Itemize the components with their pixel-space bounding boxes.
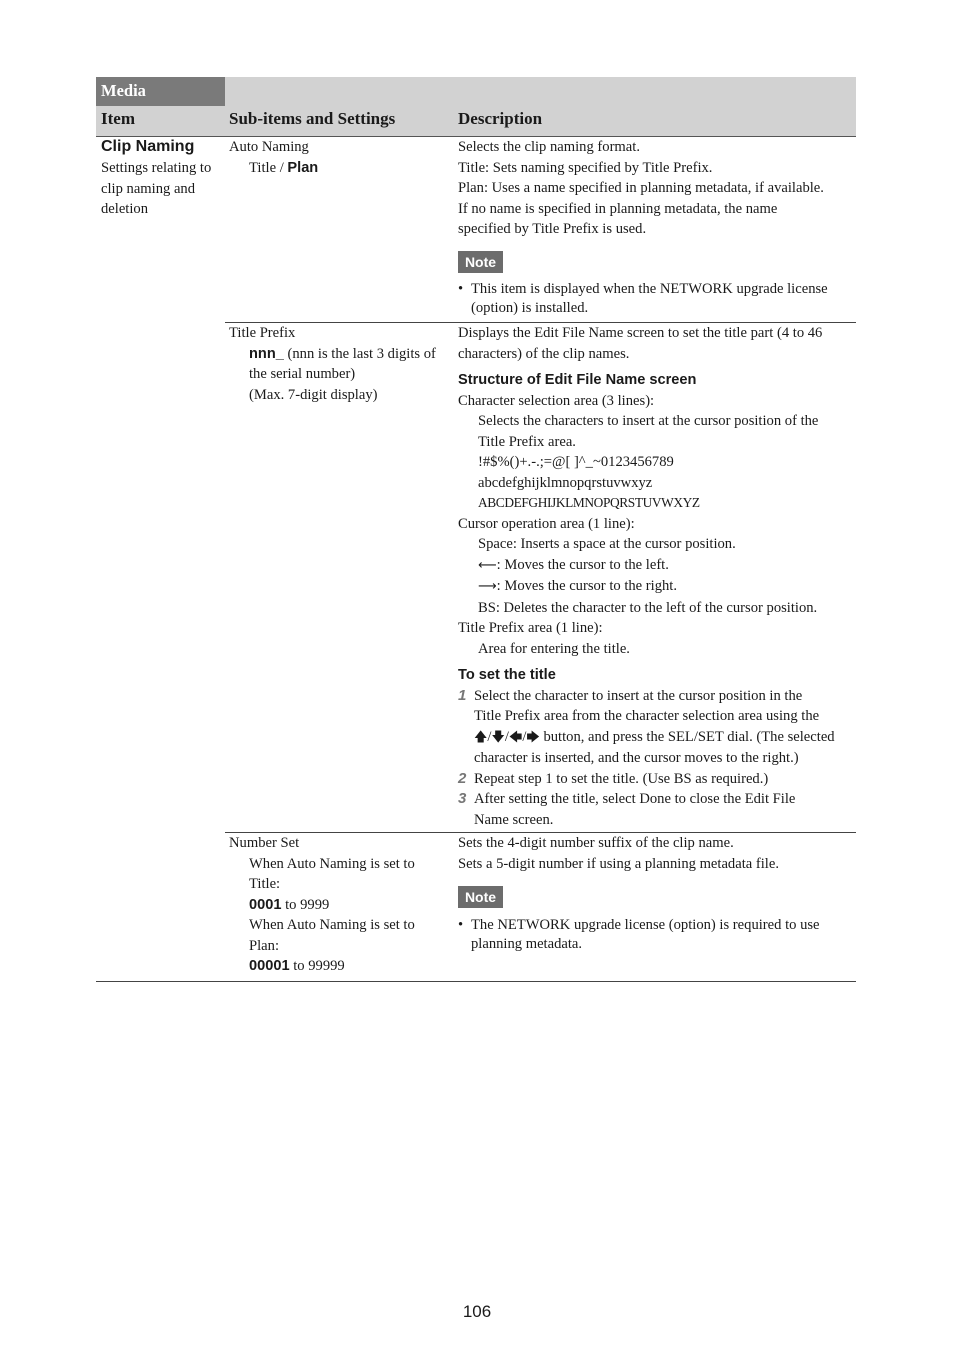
step-number: 1: [458, 686, 467, 704]
arrow-left-icon: ⟵: [478, 557, 497, 573]
desc-line: Title: Sets naming specified by Title Prefix.: [458, 159, 713, 176]
desc-line: Title Prefix area.: [478, 433, 576, 450]
note-line: planning metadata.: [471, 935, 583, 952]
note-line: • This item is displayed when the NETWORK upgrade license: [471, 281, 828, 297]
item-desc-line: deletion: [101, 201, 149, 217]
desc-line: Plan: Uses a name specified in planning metadata, if available.: [458, 180, 824, 196]
cursor-area-body: [458, 534, 858, 618]
desc-line: Space: Inserts a space at the cursor position.: [478, 536, 736, 552]
step-number: 2: [458, 769, 467, 787]
cursor-right-text: : Moves the cursor to the right.: [496, 578, 678, 594]
desc-line: Sets a 5-digit number if using a planning metadata file.: [458, 855, 779, 872]
step-1: [458, 686, 858, 769]
note-line: • The NETWORK upgrade license (option) is required to use: [471, 917, 820, 933]
page-number: 106: [462, 1302, 492, 1321]
cursor-left-line: [478, 555, 858, 577]
char-set-symbols: !#$%()+.-.;=@[ ]^_~0123456789: [478, 454, 674, 470]
step-line: Name screen.: [474, 811, 554, 828]
step-line-buttons: 🡅/🡇/🡄/🡆 button, and press the SEL/SET dial. (The selected: [474, 727, 858, 749]
sub-item-line: When Auto Naming is set to: [249, 917, 415, 933]
char-area-title: Character selection area (3 lines):: [458, 392, 655, 409]
column-header-sub-items: Sub-items and Settings: [229, 109, 396, 128]
sub-item-title: Auto Naming: [229, 139, 309, 155]
range-rest: to 9999: [281, 896, 330, 913]
desc-line: Sets the 4-digit number suffix of the clip name.: [458, 835, 734, 851]
range-rest: to 99999: [289, 958, 345, 974]
sub-item-line: When Auto Naming is set to: [249, 855, 415, 872]
sub-item-range: [229, 895, 454, 916]
sub-item-values: [229, 158, 318, 179]
row2-description: [458, 323, 858, 830]
step-number: 3: [458, 790, 467, 807]
structure-heading: Structure of Edit File Name screen: [458, 372, 697, 388]
sub-item-nnn: [229, 344, 454, 365]
set-title-heading: To set the title: [458, 667, 556, 683]
arrow-right-icon: 🡆: [526, 729, 540, 745]
char-set-upper: ABCDEFGHIJKLMNOPQRSTUVWXYZ: [478, 495, 700, 510]
value-plan: Plan: [287, 159, 319, 176]
char-area-body: [458, 411, 858, 514]
sub-item-title: Number Set: [229, 835, 300, 851]
column-header-item: Item: [101, 109, 135, 128]
step-2: [458, 769, 858, 790]
sub-item-title: Title Prefix: [229, 325, 296, 341]
cursor-right-line: [478, 576, 858, 598]
step-line: Select the character to insert at the cursor position in the: [474, 687, 803, 704]
sub-item-line: the serial number): [249, 366, 356, 382]
note-line: (option) is installed.: [471, 299, 589, 316]
desc-line: Selects the clip naming format.: [458, 139, 640, 155]
table-bottom-rule: [96, 981, 856, 982]
desc-line: Displays the Edit File Name screen to set the title part (4 to 46: [458, 325, 823, 341]
section-tag: Media: [96, 77, 225, 106]
item-name: Clip Naming: [101, 138, 195, 155]
arrow-up-icon: 🡅: [474, 729, 488, 745]
value-title: Title /: [249, 159, 288, 176]
arrow-right-icon: ⟶: [478, 579, 497, 594]
value-nnn-note: (nnn is the last 3 digits of: [283, 345, 436, 362]
item-cell: [101, 137, 225, 220]
sub-item-line: Plan:: [249, 937, 279, 954]
sub-item-line: (Max. 7-digit display): [249, 386, 378, 403]
cursor-area-title: Cursor operation area (1 line):: [458, 515, 635, 532]
desc-line: specified by Title Prefix is used.: [458, 221, 647, 237]
range-default: 00001: [249, 958, 290, 974]
cursor-left-text: : Moves the cursor to the left.: [496, 556, 669, 573]
step-line: Title Prefix area from the character selection area using the: [474, 708, 820, 724]
row3-sub-items: [229, 833, 454, 977]
step-line: After setting the title, select Done to close the Edit File: [474, 791, 796, 807]
desc-line: BS: Deletes the character to the left of the cursor position.: [478, 599, 818, 616]
note-bullet: [458, 279, 856, 318]
row1-sub-items: [229, 137, 318, 178]
row1-note: [458, 279, 856, 318]
step-line: character is inserted, and the cursor moves to the right.): [474, 750, 799, 766]
char-set-lower: abcdefghijklmnopqrstuvwxyz: [478, 474, 653, 491]
note-bullet: [458, 915, 856, 954]
note-badge: Note: [458, 886, 503, 908]
note-badge: Note: [458, 251, 503, 273]
step-line-text: button, and press the SEL/SET dial. (The selected: [539, 728, 835, 745]
prefix-area-title: Title Prefix area (1 line):: [458, 620, 603, 636]
sub-item-line: Title:: [249, 876, 281, 892]
step-line: Repeat step 1 to set the title. (Use BS as required.): [474, 770, 769, 787]
row2-sub-items: [229, 323, 454, 405]
item-desc-line: Settings relating to: [101, 160, 212, 176]
range-default: 0001: [249, 896, 282, 913]
arrow-down-icon: 🡇: [491, 729, 505, 745]
desc-line: Selects the characters to insert at the cursor position of the: [478, 413, 819, 429]
desc-line: characters) of the clip names.: [458, 345, 630, 362]
value-nnn: nnn_: [249, 345, 284, 362]
row3-note: [458, 915, 856, 954]
row3-description: [458, 833, 858, 874]
item-desc-line: clip naming and: [101, 180, 196, 197]
step-3: [458, 789, 858, 830]
column-header-description: Description: [458, 109, 543, 128]
row1-description: [458, 137, 858, 240]
desc-line: If no name is specified in planning metadata, the name: [458, 200, 778, 217]
arrow-left-icon: 🡄: [508, 729, 523, 745]
sub-item-range: [229, 956, 454, 977]
prefix-area-desc: Area for entering the title.: [478, 640, 630, 657]
